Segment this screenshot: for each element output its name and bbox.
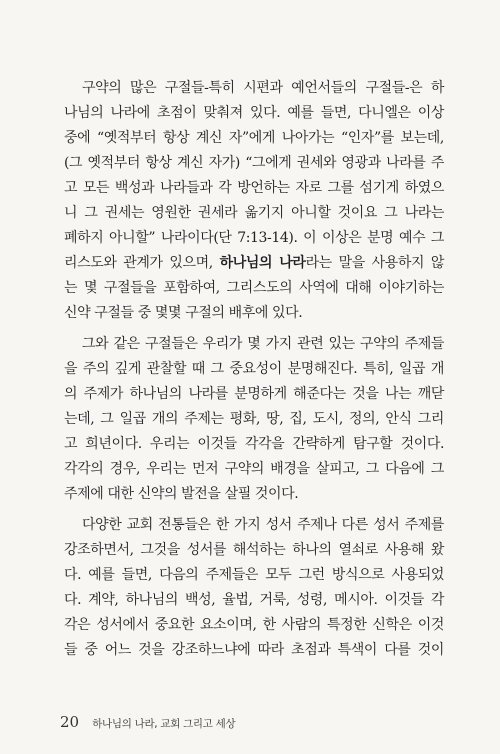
text-line: 니 그 권세는 영원한 권세라 옮기지 아니할 것이요 그 나라는 <box>64 205 444 221</box>
text-line: 다. 예를 들면, 다음의 주제들은 모두 그런 방식으로 사용되었 <box>64 567 444 583</box>
text-line: 는데, 그 일곱 개의 주제는 평화, 땅, 집, 도시, 정의, 안식 그리 <box>64 411 444 427</box>
text-line: 중에 “옛적부터 항상 계신 자”에게 나아가는 “인자”를 보는데, <box>64 130 444 146</box>
text-line: 강조하면서, 그것을 성서를 해석하는 하나의 열쇠로 사용해 왔 <box>64 542 444 558</box>
text-line: 고 희년이다. 우리는 이것들 각각을 간략하게 탐구할 것이다. <box>64 436 444 452</box>
text-line: 다양한 교회 전통들은 한 가지 성서 주제나 다른 성서 주제를 <box>82 517 444 533</box>
text-line: (그 옛적부터 항상 계신 자가) “그에게 권세와 영광과 나라를 주 <box>64 155 444 171</box>
text-line <box>64 251 444 276</box>
paragraph-1 <box>64 76 444 326</box>
text-line: 을 주의 깊게 관찰할 때 그 중요성이 분명해진다. 특히, 일곱 개 <box>64 361 444 377</box>
text-line: 주제에 대한 신약의 발전을 살필 것이다. <box>64 486 299 502</box>
emphasis-kingdom-of-god: 하나님의 나라 <box>219 255 306 271</box>
text-segment: 라는 말을 사용하지 않 <box>305 255 444 271</box>
paragraph-3 <box>64 513 444 663</box>
running-title: 하나님의 나라, 교회 그리고 세상 <box>92 718 236 730</box>
body-text <box>64 76 444 663</box>
text-line: 구약의 많은 구절들-특히 시편과 예언서들의 구절들-은 하 <box>82 80 444 96</box>
text-line: 는 몇 구절들을 포함하여, 그리스도의 사역에 대해 이야기하는 <box>64 280 444 296</box>
text-line: 나님의 나라에 초점이 맞춰져 있다. 예를 들면, 다니엘은 이상 <box>64 105 444 121</box>
page-number: 20 <box>60 713 80 731</box>
text-line: 폐하지 아니할” 나라이다(단 7:13-14). 이 이상은 분명 예수 그 <box>64 230 444 246</box>
text-line: 들 중 어느 것을 강조하느냐에 따라 초점과 특색이 다를 것이 <box>64 642 444 658</box>
text-line: 고 모든 백성과 나라들과 각 방언하는 자로 그를 섬기게 하였으 <box>64 180 444 196</box>
paragraph-2 <box>64 332 444 507</box>
text-segment: 리스도와 관계가 있으며, <box>64 255 220 271</box>
text-line: 각은 성서에서 중요한 요소이며, 한 사람의 특정한 신학은 이것 <box>64 617 444 633</box>
text-line: 그와 같은 구절들은 우리가 몇 가지 관련 있는 구약의 주제들 <box>82 336 444 352</box>
page-footer <box>60 712 235 731</box>
text-line: 의 주제가 하나님의 나라를 분명하게 해준다는 것을 나는 깨닫 <box>64 386 444 402</box>
text-line: 신약 구절들 중 몇몇 구절의 배후에 있다. <box>64 305 303 321</box>
text-line: 각각의 경우, 우리는 먼저 구약의 배경을 살피고, 그 다음에 그 <box>64 461 444 477</box>
text-line: 다. 계약, 하나님의 백성, 율법, 거룩, 성령, 메시아. 이것들 각 <box>64 592 444 608</box>
